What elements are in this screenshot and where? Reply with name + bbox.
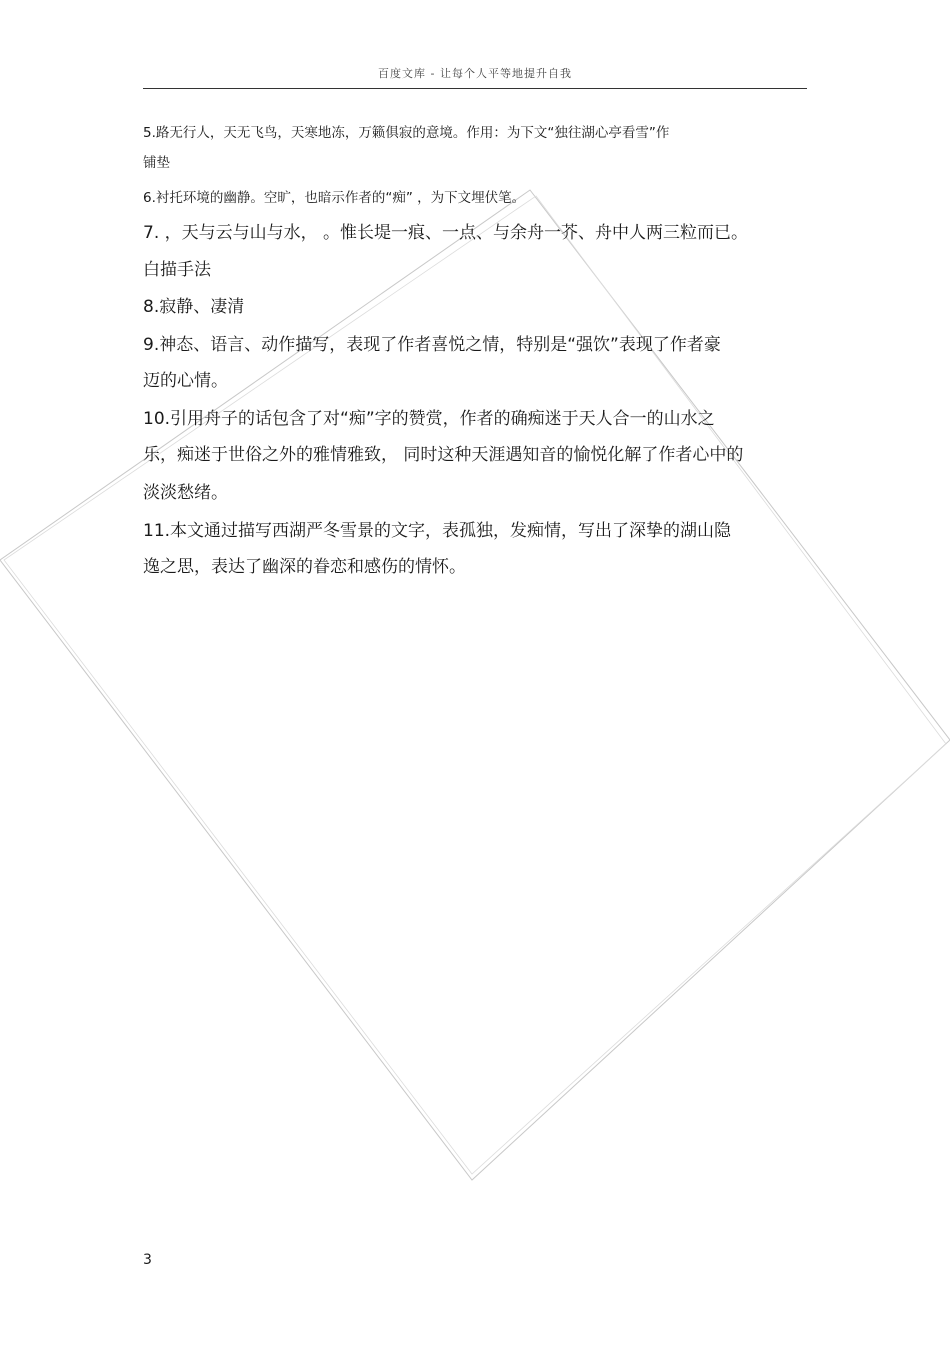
- answer-line: 9.神态、语言、动作描写，表现了作者喜悦之情，特别是“强饮”表现了作者豪: [143, 335, 721, 355]
- header-text: 百度文库 - 让每个人平等地提升自我: [378, 67, 572, 80]
- answer-line: 6.衬托环境的幽静。空旷，也暗示作者的“痴” ，为下文埋伏笔。: [143, 190, 526, 206]
- page-header: [143, 62, 807, 89]
- answer-line: 逸之思，表达了幽深的眷恋和感伤的情怀。: [143, 557, 466, 577]
- answer-line: 铺垫: [143, 155, 170, 171]
- answer-line: 7. ，天与云与山与水， 。惟长堤一痕、一点、与余舟一芥、舟中人两三粒而已。: [143, 223, 749, 243]
- answer-line: 淡淡愁绪。: [143, 483, 228, 503]
- answer-line: 白描手法: [143, 260, 211, 280]
- answer-line: 乐，痴迷于世俗之外的雅情雅致， 同时这种天涯遇知音的愉悦化解了作者心中的: [143, 445, 744, 465]
- answer-line: 5.路无行人，天无飞鸟，天寒地冻，万籁俱寂的意境。作用：为下文“独往湖心亭看雪”作: [143, 125, 670, 141]
- answer-line: 10.引用舟子的话包含了对“痴”字的赞赏，作者的确痴迷于天人合一的山水之: [143, 409, 715, 429]
- page-number: 3: [143, 1252, 152, 1268]
- answer-line: 迈的心情。: [143, 371, 228, 391]
- answer-line: 11.本文通过描写西湖严冬雪景的文字，表孤独，发痴情，写出了深挚的湖山隐: [143, 521, 732, 541]
- answer-line: 8.寂静、凄清: [143, 297, 245, 317]
